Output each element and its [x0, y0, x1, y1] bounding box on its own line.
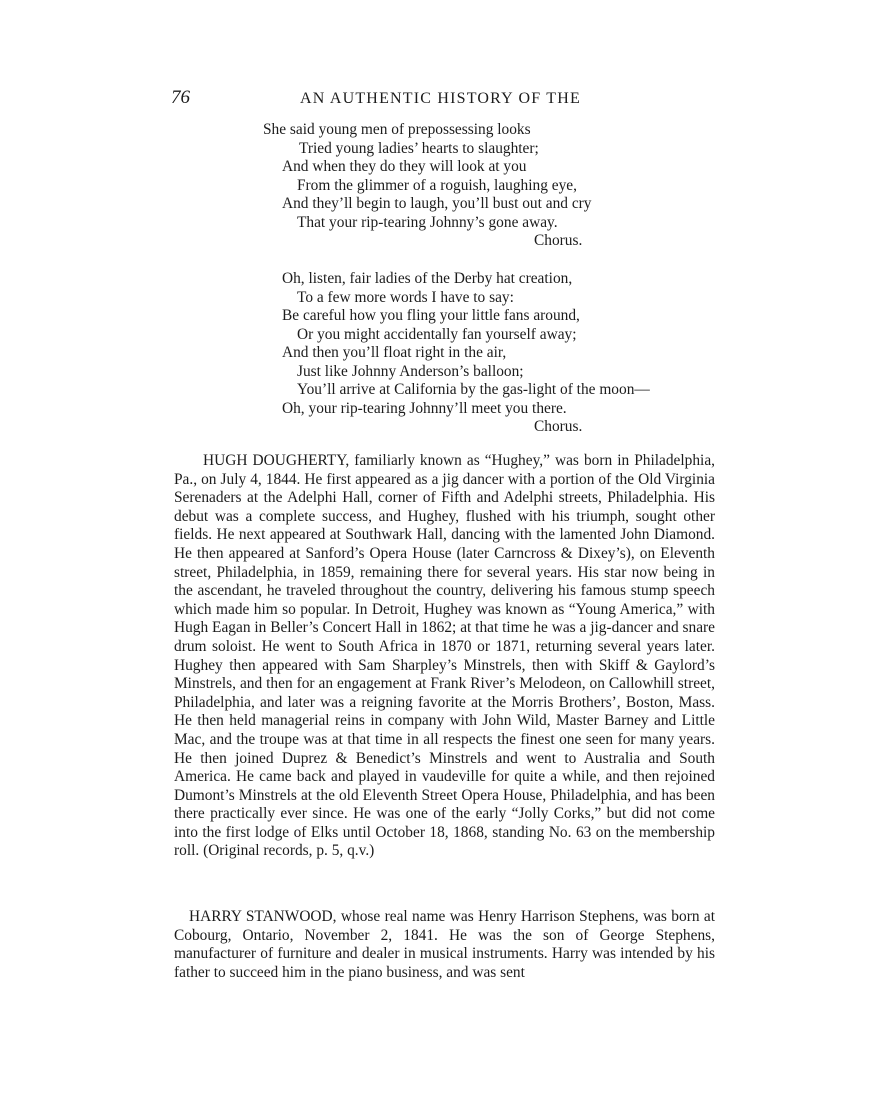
verse-line: She said young men of prepossessing looks — [263, 121, 531, 138]
verse-line: From the glimmer of a roguish, laughing eye, — [297, 176, 577, 194]
verse-line: Be careful how you fling your little fans around, — [282, 307, 580, 324]
verse-line: Tried young ladies’ hearts to slaughter; — [299, 139, 539, 157]
verse-line: Oh, your rip-tearing Johnny’ll meet you there. — [282, 399, 567, 417]
verse-line: To a few more words I have to say: — [297, 288, 514, 306]
paragraph-text: HUGH DOUGHERTY, familiarly known as “Hughey,” was born in Philadelphia, Pa., on July 4, 1844. He first appeared as a jig dancer with a portion of the Old Virginia Serenaders at the Adelphi Hall, corner of Fifth and Adelphi streets, Philadelphia. His debut was a complete success, and Hughey, flushed with his triumph, sought other fields. He next appeared at Southwark Hall, dancing with the lamented John Diamond. He then appeared at Sanford’s Opera House (later Carncross & Dixey’s), on Eleventh street, Philadelphia, in 1859, remaining there for several years. His star now being in the ascendant, he traveled throughout the country, delivering his famous stump speech which made him so popular. In Detroit, Hughey was known as “Young America,” with Hugh Eagan in Beller’s Concert Hall in 1862; at that time he was a jig-dancer and snare drum soloist. He went to South Africa in 1870 or 1871, returning several years later. Hughey then appeared with Sam Sharpley’s Minstrels, then with Skiff & Gaylord’s Minstrels, and then for an engagement at Frank River’s Melodeon, on Callowhill street, Philadelphia, and later was a reigning favorite at the Morris Brothers’, Boston, Mass. He then held managerial reins in company with John Wild, Master Barney and Little Mac, and the troupe was at that time in all respects the finest one seen for many years. He then joined Duprez & Benedict’s Minstrels and went to Australia and South America. He came back and played in vaudeville for quite a while, and then rejoined Dumont’s Minstrels at the old Eleventh Street Opera House, Philadelphia, and has been there practically ever since. He was one of the early “Jolly Corks,” but did not come into the first lodge of Elks until October 18, 1868, standing No. 63 on the membership roll. (Original records, p. 5, q.v.) — [174, 452, 715, 860]
verse-line: Just like Johnny Anderson’s balloon; — [297, 362, 524, 380]
verse-line: That your rip-tearing Johnny’s gone away. — [297, 213, 558, 231]
chorus-label: Chorus. — [534, 418, 583, 435]
paragraph-hugh-dougherty — [174, 452, 715, 894]
verse-line: You’ll arrive at California by the gas-light of the moon— — [297, 381, 650, 398]
verse-stanza-2 — [282, 270, 650, 437]
verse-stanza-1 — [263, 121, 591, 251]
paragraph-text: HARRY STANWOOD, whose real name was Henry Harrison Stephens, was born at Cobourg, Ontario, November 2, 1841. He was the son of George Stephens, manufacturer of furniture and dealer in musical instruments. Harry was intended by his father to succeed him in the piano business, and was sent — [174, 908, 715, 981]
running-head: AN AUTHENTIC HISTORY OF THE — [300, 90, 582, 107]
verse-line: Or you might accidentally fan yourself away; — [297, 325, 577, 343]
paragraph-harry-stanwood — [174, 908, 715, 988]
page-number: 76 — [171, 87, 190, 108]
verse-line: And they’ll begin to laugh, you’ll bust out and cry — [282, 195, 592, 212]
chorus-label: Chorus. — [534, 232, 583, 249]
verse-line: Oh, listen, fair ladies of the Derby hat creation, — [282, 270, 573, 287]
verse-line: And when they do they will look at you — [282, 158, 527, 175]
verse-line: And then you’ll float right in the air, — [282, 344, 507, 361]
